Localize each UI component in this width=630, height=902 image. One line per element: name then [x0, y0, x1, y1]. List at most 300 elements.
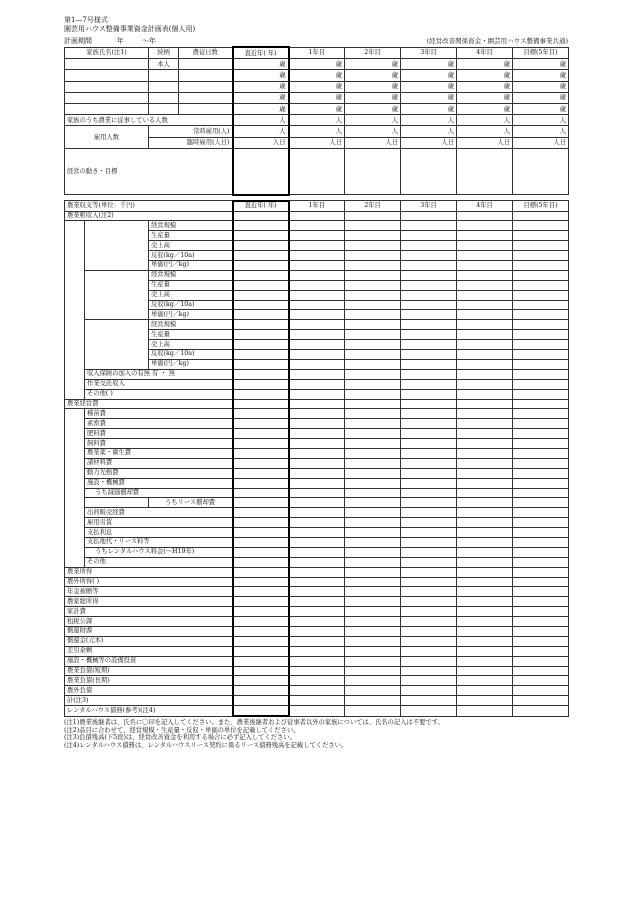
crop-name-cell[interactable] [85, 251, 149, 261]
value-cell[interactable] [457, 488, 513, 498]
value-cell[interactable]: 歳 [345, 81, 401, 92]
value-cell[interactable] [345, 488, 401, 498]
value-cell[interactable] [289, 597, 345, 607]
crop-name-cell[interactable] [85, 270, 149, 280]
value-cell[interactable] [513, 330, 569, 340]
value-cell[interactable] [513, 458, 569, 468]
value-cell[interactable] [457, 270, 513, 280]
value-cell[interactable] [289, 270, 345, 280]
value-cell[interactable] [233, 656, 289, 666]
value-cell[interactable] [457, 419, 513, 429]
value-cell[interactable] [401, 241, 457, 251]
value-cell[interactable]: 歳 [457, 81, 513, 92]
value-cell[interactable] [401, 587, 457, 597]
value-cell[interactable] [401, 547, 457, 557]
name-cell[interactable] [65, 103, 149, 114]
value-cell[interactable] [345, 419, 401, 429]
value-cell[interactable]: 歳 [513, 103, 569, 114]
value-cell[interactable] [289, 468, 345, 478]
value-cell[interactable] [233, 359, 289, 369]
value-cell[interactable]: 歳 [401, 70, 457, 81]
value-cell[interactable]: 歳 [233, 81, 289, 92]
value-cell[interactable] [513, 290, 569, 300]
value-cell[interactable] [513, 666, 569, 676]
value-cell[interactable] [233, 340, 289, 350]
value-cell[interactable] [457, 686, 513, 696]
crop-name-cell[interactable] [85, 310, 149, 320]
value-cell[interactable] [233, 508, 289, 518]
value-cell[interactable] [457, 547, 513, 557]
crop-name-cell[interactable] [85, 221, 149, 231]
value-cell[interactable] [513, 518, 569, 528]
value-cell[interactable] [345, 547, 401, 557]
value-cell[interactable] [457, 498, 513, 508]
value-cell[interactable] [289, 557, 345, 567]
value-cell[interactable] [345, 597, 401, 607]
value-cell[interactable] [513, 399, 569, 409]
value-cell[interactable] [401, 221, 457, 231]
value-cell[interactable] [457, 567, 513, 577]
value-cell[interactable] [233, 518, 289, 528]
value-cell[interactable] [457, 518, 513, 528]
value-cell[interactable] [401, 567, 457, 577]
value-cell[interactable] [513, 359, 569, 369]
value-cell[interactable] [513, 429, 569, 439]
value-cell[interactable] [513, 221, 569, 231]
value-cell[interactable]: 歳 [401, 81, 457, 92]
value-cell[interactable]: 歳 [345, 70, 401, 81]
value-cell[interactable] [233, 409, 289, 419]
value-cell[interactable] [345, 448, 401, 458]
value-cell[interactable] [233, 241, 289, 251]
value-cell[interactable] [457, 468, 513, 478]
value-cell[interactable]: 歳 [513, 59, 569, 70]
value-cell[interactable] [289, 389, 345, 399]
value-cell[interactable] [345, 676, 401, 686]
value-cell[interactable] [289, 666, 345, 676]
value-cell[interactable] [233, 587, 289, 597]
value-cell[interactable] [233, 528, 289, 538]
value-cell[interactable] [513, 310, 569, 320]
value-cell[interactable] [233, 290, 289, 300]
value-cell[interactable] [513, 231, 569, 241]
value-cell[interactable]: 歳 [289, 81, 345, 92]
value-cell[interactable] [233, 399, 289, 409]
value-cell[interactable] [401, 626, 457, 636]
value-cell[interactable]: 歳 [289, 103, 345, 114]
value-cell[interactable] [457, 251, 513, 261]
value-cell[interactable]: 歳 [233, 59, 289, 70]
value-cell[interactable] [289, 587, 345, 597]
value-cell[interactable] [457, 280, 513, 290]
value-cell[interactable] [513, 567, 569, 577]
value-cell[interactable] [345, 330, 401, 340]
value-cell[interactable] [233, 696, 289, 706]
value-cell[interactable] [457, 676, 513, 686]
value-cell[interactable] [233, 636, 289, 646]
value-cell[interactable] [457, 587, 513, 597]
value-cell[interactable] [289, 359, 345, 369]
value-cell[interactable] [345, 320, 401, 330]
value-cell[interactable] [345, 300, 401, 310]
value-cell[interactable] [457, 389, 513, 399]
value-cell[interactable] [289, 528, 345, 538]
value-cell[interactable] [289, 379, 345, 389]
value-cell[interactable] [457, 508, 513, 518]
value-cell[interactable] [345, 270, 401, 280]
value-cell[interactable] [401, 636, 457, 646]
days-cell[interactable] [179, 103, 233, 114]
value-cell[interactable] [345, 290, 401, 300]
value-cell[interactable] [345, 478, 401, 488]
value-cell[interactable] [457, 696, 513, 706]
value-cell[interactable] [401, 429, 457, 439]
value-cell[interactable] [513, 261, 569, 271]
value-cell[interactable]: 歳 [345, 59, 401, 70]
value-cell[interactable] [401, 340, 457, 350]
value-cell[interactable] [345, 458, 401, 468]
value-cell[interactable]: 歳 [513, 70, 569, 81]
value-cell[interactable] [513, 636, 569, 646]
value-cell[interactable] [289, 231, 345, 241]
relation-cell[interactable] [149, 92, 179, 103]
value-cell[interactable] [401, 280, 457, 290]
value-cell[interactable] [401, 251, 457, 261]
value-cell[interactable] [457, 656, 513, 666]
value-cell[interactable] [457, 340, 513, 350]
value-cell[interactable] [345, 379, 401, 389]
value-cell[interactable] [401, 478, 457, 488]
value-cell[interactable] [345, 399, 401, 409]
value-cell[interactable] [233, 310, 289, 320]
value-cell[interactable] [233, 458, 289, 468]
value-cell[interactable] [345, 211, 401, 221]
value-cell[interactable] [289, 706, 345, 716]
value-cell[interactable] [233, 429, 289, 439]
value-cell[interactable] [289, 429, 345, 439]
value-cell[interactable] [233, 251, 289, 261]
value-cell[interactable] [289, 577, 345, 587]
value-cell[interactable] [457, 528, 513, 538]
value-cell[interactable] [233, 468, 289, 478]
days-cell[interactable] [179, 70, 233, 81]
value-cell[interactable]: 歳 [457, 70, 513, 81]
value-cell[interactable] [513, 300, 569, 310]
value-cell[interactable] [513, 508, 569, 518]
value-cell[interactable] [513, 488, 569, 498]
value-cell[interactable]: 歳 [345, 92, 401, 103]
value-cell[interactable] [345, 389, 401, 399]
value-cell[interactable] [513, 389, 569, 399]
crop-name-cell[interactable] [85, 280, 149, 290]
relation-cell[interactable]: 本人 [149, 59, 179, 70]
value-cell[interactable] [513, 656, 569, 666]
value-cell[interactable] [457, 636, 513, 646]
value-cell[interactable] [457, 379, 513, 389]
value-cell[interactable] [513, 528, 569, 538]
value-cell[interactable] [457, 646, 513, 656]
value-cell[interactable] [233, 666, 289, 676]
value-cell[interactable] [401, 389, 457, 399]
value-cell[interactable] [289, 251, 345, 261]
value-cell[interactable] [233, 676, 289, 686]
value-cell[interactable] [233, 577, 289, 587]
value-cell[interactable] [401, 617, 457, 627]
value-cell[interactable]: 歳 [345, 103, 401, 114]
crop-name-cell[interactable] [85, 241, 149, 251]
value-cell[interactable] [345, 261, 401, 271]
value-cell[interactable] [289, 537, 345, 547]
value-cell[interactable] [457, 557, 513, 567]
value-cell[interactable]: 歳 [457, 103, 513, 114]
value-cell[interactable] [513, 320, 569, 330]
value-cell[interactable] [513, 251, 569, 261]
value-cell[interactable] [345, 280, 401, 290]
value-cell[interactable] [233, 617, 289, 627]
value-cell[interactable] [289, 656, 345, 666]
value-cell[interactable] [233, 330, 289, 340]
value-cell[interactable]: 歳 [513, 81, 569, 92]
value-cell[interactable] [401, 528, 457, 538]
relation-cell[interactable] [149, 103, 179, 114]
crop-name-cell[interactable] [85, 330, 149, 340]
value-cell[interactable] [513, 369, 569, 379]
value-cell[interactable] [289, 458, 345, 468]
value-cell[interactable] [513, 270, 569, 280]
value-cell[interactable] [345, 666, 401, 676]
value-cell[interactable] [513, 379, 569, 389]
value-cell[interactable] [289, 478, 345, 488]
value-cell[interactable] [513, 241, 569, 251]
value-cell[interactable] [457, 241, 513, 251]
value-cell[interactable] [401, 359, 457, 369]
value-cell[interactable] [401, 458, 457, 468]
value-cell[interactable] [401, 696, 457, 706]
value-cell[interactable] [289, 409, 345, 419]
value-cell[interactable] [289, 617, 345, 627]
value-cell[interactable] [233, 686, 289, 696]
value-cell[interactable] [401, 518, 457, 528]
value-cell[interactable] [345, 221, 401, 231]
value-cell[interactable] [289, 636, 345, 646]
value-cell[interactable] [345, 350, 401, 360]
value-cell[interactable] [401, 577, 457, 587]
value-cell[interactable] [401, 300, 457, 310]
value-cell[interactable] [401, 508, 457, 518]
value-cell[interactable] [457, 330, 513, 340]
value-cell[interactable] [457, 409, 513, 419]
value-cell[interactable] [233, 280, 289, 290]
value-cell[interactable] [513, 478, 569, 488]
value-cell[interactable] [345, 686, 401, 696]
value-cell[interactable] [233, 567, 289, 577]
value-cell[interactable] [457, 706, 513, 716]
value-cell[interactable]: 歳 [513, 92, 569, 103]
value-cell[interactable] [289, 340, 345, 350]
value-cell[interactable] [457, 231, 513, 241]
value-cell[interactable] [233, 300, 289, 310]
value-cell[interactable] [513, 350, 569, 360]
value-cell[interactable] [345, 340, 401, 350]
value-cell[interactable] [401, 409, 457, 419]
value-cell[interactable] [401, 448, 457, 458]
value-cell[interactable] [233, 626, 289, 636]
value-cell[interactable] [233, 448, 289, 458]
value-cell[interactable] [233, 350, 289, 360]
value-cell[interactable] [513, 607, 569, 617]
value-cell[interactable] [401, 270, 457, 280]
value-cell[interactable] [233, 270, 289, 280]
value-cell[interactable] [513, 646, 569, 656]
value-cell[interactable] [233, 498, 289, 508]
value-cell[interactable] [233, 646, 289, 656]
value-cell[interactable] [289, 419, 345, 429]
value-cell[interactable] [289, 626, 345, 636]
value-cell[interactable] [513, 280, 569, 290]
value-cell[interactable] [457, 399, 513, 409]
value-cell[interactable] [457, 429, 513, 439]
value-cell[interactable] [401, 399, 457, 409]
value-cell[interactable]: 歳 [289, 59, 345, 70]
value-cell[interactable] [401, 646, 457, 656]
value-cell[interactable] [289, 330, 345, 340]
value-cell[interactable] [289, 211, 345, 221]
value-cell[interactable] [401, 676, 457, 686]
value-cell[interactable]: 歳 [233, 103, 289, 114]
value-cell[interactable] [457, 320, 513, 330]
value-cell[interactable] [457, 478, 513, 488]
value-cell[interactable] [401, 330, 457, 340]
crop-name-cell[interactable] [85, 320, 149, 330]
value-cell[interactable] [513, 340, 569, 350]
value-cell[interactable] [401, 310, 457, 320]
name-cell[interactable] [65, 92, 149, 103]
value-cell[interactable] [233, 557, 289, 567]
crop-name-cell[interactable] [85, 300, 149, 310]
value-cell[interactable] [289, 547, 345, 557]
value-cell[interactable] [289, 518, 345, 528]
value-cell[interactable] [401, 607, 457, 617]
value-cell[interactable] [233, 231, 289, 241]
value-cell[interactable] [345, 518, 401, 528]
value-cell[interactable] [345, 567, 401, 577]
value-cell[interactable] [345, 359, 401, 369]
value-cell[interactable] [289, 300, 345, 310]
value-cell[interactable] [345, 636, 401, 646]
value-cell[interactable] [233, 389, 289, 399]
value-cell[interactable] [457, 290, 513, 300]
crop-name-cell[interactable] [85, 231, 149, 241]
value-cell[interactable] [345, 310, 401, 320]
value-cell[interactable] [513, 448, 569, 458]
value-cell[interactable] [345, 498, 401, 508]
value-cell[interactable]: 歳 [457, 92, 513, 103]
value-cell[interactable] [345, 409, 401, 419]
value-cell[interactable] [233, 537, 289, 547]
days-cell[interactable] [179, 81, 233, 92]
value-cell[interactable] [457, 359, 513, 369]
value-cell[interactable] [345, 646, 401, 656]
value-cell[interactable] [513, 686, 569, 696]
crop-name-cell[interactable] [85, 261, 149, 271]
value-cell[interactable] [401, 557, 457, 567]
value-cell[interactable] [289, 369, 345, 379]
value-cell[interactable] [289, 686, 345, 696]
value-cell[interactable] [513, 439, 569, 449]
value-cell[interactable] [513, 468, 569, 478]
value-cell[interactable] [345, 241, 401, 251]
value-cell[interactable] [233, 369, 289, 379]
value-cell[interactable] [457, 310, 513, 320]
value-cell[interactable] [513, 696, 569, 706]
value-cell[interactable] [289, 310, 345, 320]
value-cell[interactable] [345, 656, 401, 666]
value-cell[interactable] [233, 706, 289, 716]
value-cell[interactable] [401, 537, 457, 547]
value-cell[interactable] [345, 706, 401, 716]
value-cell[interactable] [345, 617, 401, 627]
value-cell[interactable] [513, 597, 569, 607]
value-cell[interactable] [401, 320, 457, 330]
value-cell[interactable] [401, 290, 457, 300]
name-cell[interactable] [65, 59, 149, 70]
value-cell[interactable] [289, 350, 345, 360]
value-cell[interactable] [289, 696, 345, 706]
value-cell[interactable] [401, 468, 457, 478]
value-cell[interactable] [289, 498, 345, 508]
value-cell[interactable] [233, 221, 289, 231]
value-cell[interactable] [401, 706, 457, 716]
value-cell[interactable] [233, 320, 289, 330]
value-cell[interactable] [345, 429, 401, 439]
value-cell[interactable] [345, 439, 401, 449]
value-cell[interactable] [513, 547, 569, 557]
value-cell[interactable] [513, 498, 569, 508]
value-cell[interactable] [513, 537, 569, 547]
value-cell[interactable] [401, 261, 457, 271]
days-cell[interactable] [179, 59, 233, 70]
value-cell[interactable] [289, 399, 345, 409]
value-cell[interactable] [513, 626, 569, 636]
value-cell[interactable] [457, 626, 513, 636]
value-cell[interactable] [457, 458, 513, 468]
relation-cell[interactable] [149, 70, 179, 81]
value-cell[interactable] [233, 419, 289, 429]
days-cell[interactable] [179, 92, 233, 103]
value-cell[interactable] [401, 666, 457, 676]
value-cell[interactable] [345, 508, 401, 518]
value-cell[interactable] [289, 607, 345, 617]
relation-cell[interactable] [149, 81, 179, 92]
crop-name-cell[interactable] [85, 350, 149, 360]
value-cell[interactable] [513, 557, 569, 567]
value-cell[interactable] [457, 439, 513, 449]
value-cell[interactable] [289, 320, 345, 330]
value-cell[interactable] [457, 448, 513, 458]
value-cell[interactable]: 歳 [457, 59, 513, 70]
value-cell[interactable] [233, 439, 289, 449]
value-cell[interactable] [289, 439, 345, 449]
crop-name-cell[interactable] [85, 340, 149, 350]
value-cell[interactable] [457, 261, 513, 271]
value-cell[interactable] [457, 666, 513, 676]
value-cell[interactable] [513, 676, 569, 686]
value-cell[interactable] [345, 577, 401, 587]
value-cell[interactable] [345, 528, 401, 538]
value-cell[interactable] [233, 478, 289, 488]
value-cell[interactable] [289, 488, 345, 498]
value-cell[interactable] [345, 557, 401, 567]
